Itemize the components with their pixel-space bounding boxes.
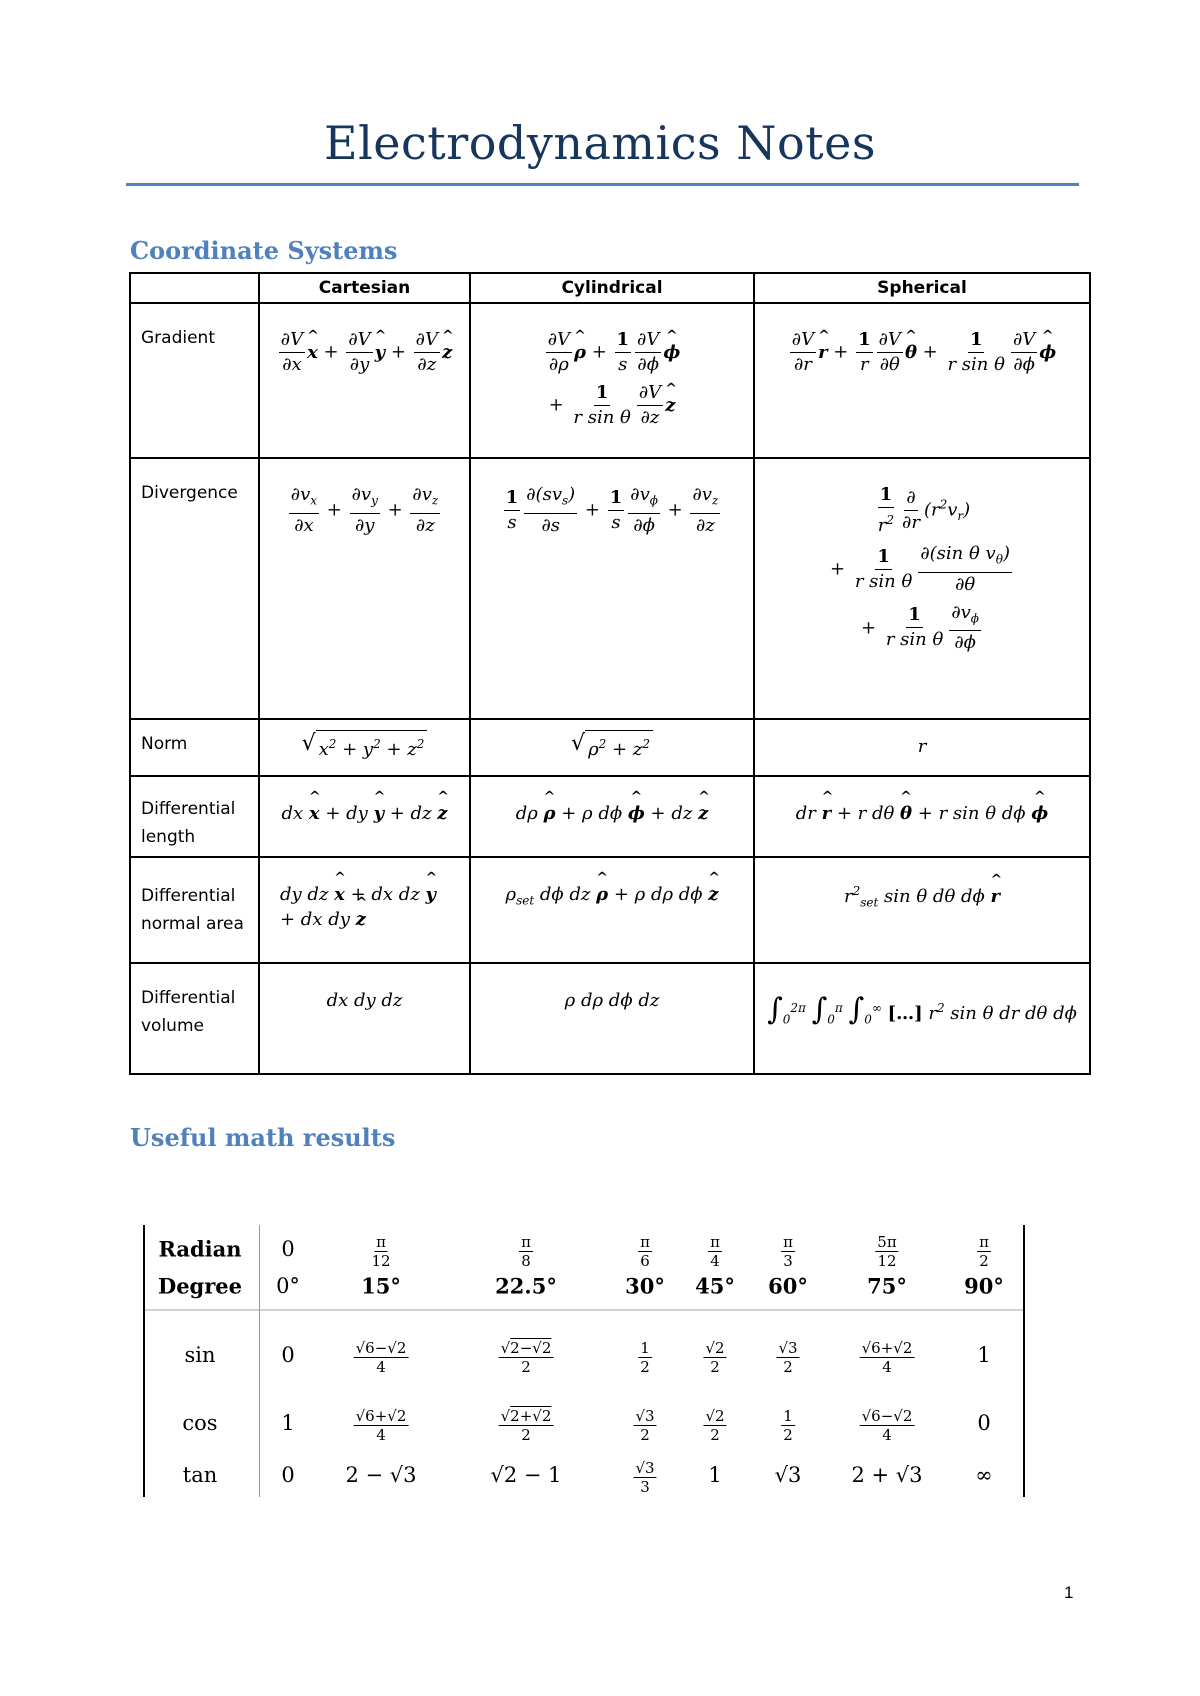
table-row xyxy=(130,857,1090,963)
page-number: 1 xyxy=(1064,1583,1074,1602)
cell-dlength-spherical: dr ^ r + r dθ ^ θ + r sin θ dϕ ^ ϕ xyxy=(754,776,1090,857)
header-divider xyxy=(145,1309,1023,1311)
row-label-divergence: Divergence xyxy=(130,458,259,719)
trig-cos-45: $\frac{√2}{2}$ xyxy=(705,1407,725,1444)
table-header-row xyxy=(130,273,1090,303)
trig-label-sin: sin xyxy=(184,1343,216,1367)
page-title: Electrodynamics Notes xyxy=(323,116,876,170)
trig-degree-75: 75° xyxy=(867,1273,907,1299)
cell-divergence-cylindrical: $\frac{1}{s}$ $\frac{\partial(sv_s)}{\partial s}$ + $\frac{1}{s}$ $\frac{\partial v_\phi}{\partial\phi}$ + $\frac{\partial v_z}{\partial z}$ xyxy=(470,458,754,719)
cell-divergence-cartesian: $\frac{\partial v_x}{\partial x}$ + $\frac{\partial v_y}{\partial y}$ + $\frac{\partial v_z}{\partial z}$ xyxy=(259,458,470,719)
row-label-differential-volume: Differential volume xyxy=(130,963,259,1074)
cell-darea-cylindrical: $\rho_{set}$ dϕ dz ^ ρ + ρ dρ dϕ ^ z xyxy=(470,857,754,963)
trig-degree-90: 90° xyxy=(964,1273,1004,1299)
trig-cos-30: $\frac{√3}{2}$ xyxy=(635,1407,655,1444)
trig-tan-30: $\frac{√3}{3}$ xyxy=(635,1459,655,1496)
trig-radian-0: 0 xyxy=(281,1237,295,1261)
cell-dvolume-cylindrical: ρ dρ dϕ dz xyxy=(470,963,754,1074)
table-row xyxy=(130,776,1090,857)
trig-tan-45: 1 xyxy=(708,1463,722,1487)
row-label-differential-length: Differential length xyxy=(130,776,259,857)
trig-degree-0: 0° xyxy=(276,1274,300,1298)
trig-values-table xyxy=(143,1225,1025,1497)
trig-sin-45: $\frac{√2}{2}$ xyxy=(705,1339,725,1376)
trig-sin-60: $\frac{√3}{2}$ xyxy=(778,1339,798,1376)
trig-cos-90: 0 xyxy=(977,1411,991,1435)
coordinate-systems-table xyxy=(129,272,1091,1075)
cell-dlength-cylindrical: dρ ^ ρ + ρ dϕ ^ ϕ + dz ^ z xyxy=(470,776,754,857)
row-label-differential-normal-area: Differential normal area xyxy=(130,857,259,963)
column-divider xyxy=(259,1225,260,1497)
trig-tan-22: √2 − 1 xyxy=(490,1463,562,1487)
cell-gradient-cylindrical: $\frac{\partial V}{\partial\rho}$ ^ ρ + $\frac{1}{s}$ $\frac{\partial V}{\partial\phi}$ ^ ϕ + $\frac{1}{\text{r sin θ}}$ $\frac{\partial V}{\partial z}$ ^ z xyxy=(470,303,754,458)
trig-label-tan: tan xyxy=(182,1463,218,1487)
trig-radian-5pi12: $\frac{5\pi}{12}$ xyxy=(877,1233,897,1270)
trig-radian-pi6: $\frac{\pi}{6}$ xyxy=(640,1233,650,1270)
row-label-norm: Norm xyxy=(130,719,259,776)
cell-norm-cartesian: √ $x^2 + y^2 + z^2$ xyxy=(259,719,470,776)
trig-cos-22: $\frac{√2+√2}{2}$ xyxy=(500,1407,552,1444)
trig-cos-75: $\frac{√6-√2}{4}$ xyxy=(861,1407,913,1444)
cell-dvolume-spherical: $\int_0^{2\pi}$ $\int_0^\pi$ $\int_0^\infty$ […] $r^2$ sin θ dr dθ dϕ xyxy=(754,963,1090,1074)
cell-gradient-spherical: $\frac{\partial V}{\partial r}$ ^ r + $\frac{1}{r}$ $\frac{\partial V}{\partial\theta}$ ^ θ + $\frac{1}{\text{r sin θ}}$ $\frac{\partial V}{\partial\phi}$ ^ ϕ xyxy=(754,303,1090,458)
cell-darea-spherical: $r^2_{set}$ sin θ dθ dϕ ^ r xyxy=(754,857,1090,963)
trig-sin-90: 1 xyxy=(977,1343,991,1367)
trig-label-degree: Degree xyxy=(157,1273,243,1299)
table-row xyxy=(130,963,1090,1074)
cell-divergence-spherical: $\frac{1}{r^2}$ $\frac{\partial}{\partial r}$ $(r^2v_r)$ + $\frac{1}{\text{r sin θ}}$ $\frac{\partial(\sin \theta v_\theta)}{\partial\theta}$ + $\frac{1}{\text{r sin θ}}$ $\frac{\partial v_\phi}{\partial\phi}$ xyxy=(754,458,1090,719)
table-row xyxy=(130,303,1090,458)
cell-darea-cartesian: dy dz ^ x + dx dz ^ y + dx dy ^ z xyxy=(259,857,470,963)
trig-sin-75: $\frac{√6+√2}{4}$ xyxy=(861,1339,913,1376)
title-underline xyxy=(126,183,1079,186)
trig-label-radian: Radian xyxy=(158,1236,242,1262)
trig-degree-22: 22.5° xyxy=(495,1273,557,1299)
trig-sin-0: 0 xyxy=(281,1343,295,1367)
trig-tan-15: 2 − √3 xyxy=(345,1463,417,1487)
trig-sin-30: $\frac{1}{2}$ xyxy=(640,1339,650,1376)
row-label-gradient: Gradient xyxy=(130,303,259,458)
header-cartesian: Cartesian xyxy=(259,273,470,303)
trig-cos-15: $\frac{√6+√2}{4}$ xyxy=(355,1407,407,1444)
table-row xyxy=(130,719,1090,776)
trig-cos-60: $\frac{1}{2}$ xyxy=(783,1407,793,1444)
cell-gradient-cartesian: $\frac{\partial V}{\partial x}$ ^ x + $\frac{\partial V}{\partial y}$ ^ y + $\frac{\partial V}{\partial z}$ ^ z xyxy=(259,303,470,458)
header-empty xyxy=(130,273,259,303)
trig-tan-75: 2 + √3 xyxy=(851,1463,923,1487)
cell-dvolume-cartesian: dx dy dz xyxy=(259,963,470,1074)
trig-degree-45: 45° xyxy=(695,1273,735,1299)
trig-tan-90: ∞ xyxy=(975,1463,993,1487)
header-spherical: Spherical xyxy=(754,273,1090,303)
trig-tan-0: 0 xyxy=(281,1463,295,1487)
trig-radian-pi12: $\frac{\pi}{12}$ xyxy=(371,1233,391,1270)
cell-dlength-cartesian: dx ^ x + dy ^ y + dz ^ z xyxy=(259,776,470,857)
trig-radian-pi4: $\frac{\pi}{4}$ xyxy=(710,1233,720,1270)
cell-norm-cylindrical: √ $\rho^2 + z^2$ xyxy=(470,719,754,776)
trig-label-cos: cos xyxy=(182,1411,218,1435)
trig-radian-pi8: $\frac{\pi}{8}$ xyxy=(521,1233,531,1270)
trig-degree-60: 60° xyxy=(768,1273,808,1299)
section-heading-useful-math: Useful math results xyxy=(130,1123,396,1152)
section-heading-coordinate-systems: Coordinate Systems xyxy=(130,236,398,265)
trig-cos-0: 1 xyxy=(281,1411,295,1435)
trig-sin-15: $\frac{√6-√2}{4}$ xyxy=(355,1339,407,1376)
trig-tan-60: √3 xyxy=(774,1463,802,1487)
header-cylindrical: Cylindrical xyxy=(470,273,754,303)
cell-norm-spherical: r xyxy=(754,719,1090,776)
trig-degree-30: 30° xyxy=(625,1273,665,1299)
trig-radian-pi2: $\frac{\pi}{2}$ xyxy=(979,1233,989,1270)
trig-degree-15: 15° xyxy=(361,1273,401,1299)
trig-radian-pi3: $\frac{\pi}{3}$ xyxy=(783,1233,793,1270)
table-row xyxy=(130,458,1090,719)
trig-sin-22: $\frac{√2-√2}{2}$ xyxy=(500,1339,552,1376)
